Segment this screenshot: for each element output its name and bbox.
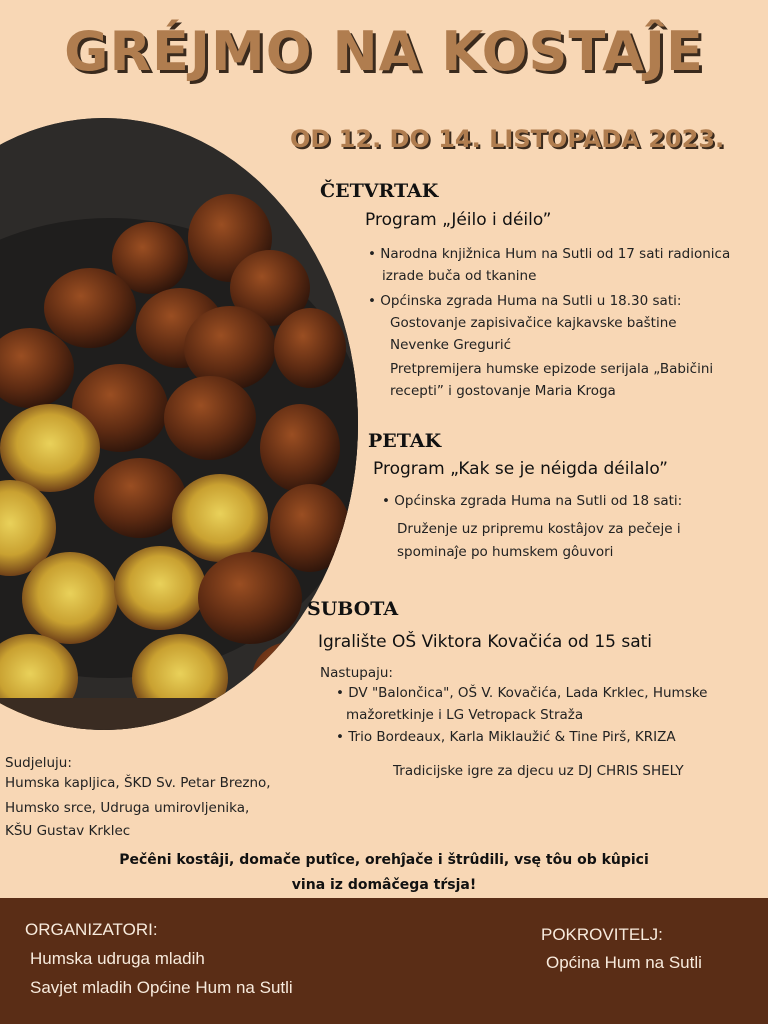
thursday-item: • Narodna knjižnica Hum na Sutli od 17 sati radionica <box>368 243 730 265</box>
slogan-line: Pečêni kostâji, domače putîce, orehĵače i štrûdili, vsę tôu ob kûpici <box>119 852 649 868</box>
poster-title: GRÉJMO NA KOSTAĴE <box>64 20 704 83</box>
saturday-item: mažoretkinje i LG Vetropack Straža <box>346 707 584 723</box>
sponsor-label: POKROVITELJ: <box>541 925 663 944</box>
footer <box>0 898 768 1024</box>
saturday-program: Igralište OŠ Viktora Kovačića od 15 sati <box>318 632 653 652</box>
participants-line: Humska kapljica, ŠKD Sv. Petar Brezno, <box>5 775 271 791</box>
sponsor-name: Općina Hum na Sutli <box>546 953 702 972</box>
saturday-item: • Trio Bordeaux, Karla Miklaužić & Tine Pirš, KRIZA <box>336 726 676 748</box>
organizer-item: Savjet mladih Općine Hum na Sutli <box>30 978 293 997</box>
thursday-item: Gostovanje zapisivačice kajkavske baštine <box>390 315 677 331</box>
saturday-item: • DV "Balončica", OŠ V. Kovačića, Lada Krklec, Humske <box>336 682 707 704</box>
participants-line: KŠU Gustav Krklec <box>5 823 131 839</box>
thursday-item: Nevenke Gregurić <box>390 337 512 353</box>
participants-line: Humsko srce, Udruga umirovljenika, <box>5 800 250 816</box>
event-dates: OD 12. DO 14. LISTOPADA 2023. <box>290 125 725 153</box>
thursday-item: • Općinska zgrada Huma na Sutli u 18.30 sati: <box>368 290 681 312</box>
organizer-item: Humska udruga mladih <box>30 949 205 968</box>
slogan-line: vina iz domâčega tŕsja! <box>291 877 477 893</box>
friday-heading: PETAK <box>368 430 442 452</box>
children-games: Tradicijske igre za djecu uz DJ CHRIS SHELY <box>393 763 684 779</box>
chestnuts-photo <box>0 118 358 730</box>
thursday-item: izrade buča od tkanine <box>382 268 537 284</box>
thursday-item: recepti” i gostovanje Maria Kroga <box>390 383 616 399</box>
thursday-program: Program „Jéilo i déilo” <box>365 210 552 230</box>
roasted-chestnuts-image <box>0 118 358 730</box>
slogan <box>0 848 768 898</box>
organizers-label: ORGANIZATORI: <box>25 920 158 939</box>
friday-item: spominaĵe po humskem gôuvori <box>397 544 614 560</box>
saturday-heading: SUBOTA <box>307 598 399 620</box>
performers-label: Nastupaju: <box>320 665 393 681</box>
friday-item: • Općinska zgrada Huma na Sutli od 18 sati: <box>382 490 682 512</box>
friday-item: Druženje uz pripremu kostâjov za pečeje i <box>397 521 681 537</box>
thursday-heading: ČETVRTAK <box>320 180 439 202</box>
participants-label: Sudjeluju: <box>5 755 72 771</box>
friday-program: Program „Kak se je néigda déilalo” <box>373 459 668 479</box>
thursday-item: Pretpremijera humske epizode serijala „Babičini <box>390 361 714 377</box>
